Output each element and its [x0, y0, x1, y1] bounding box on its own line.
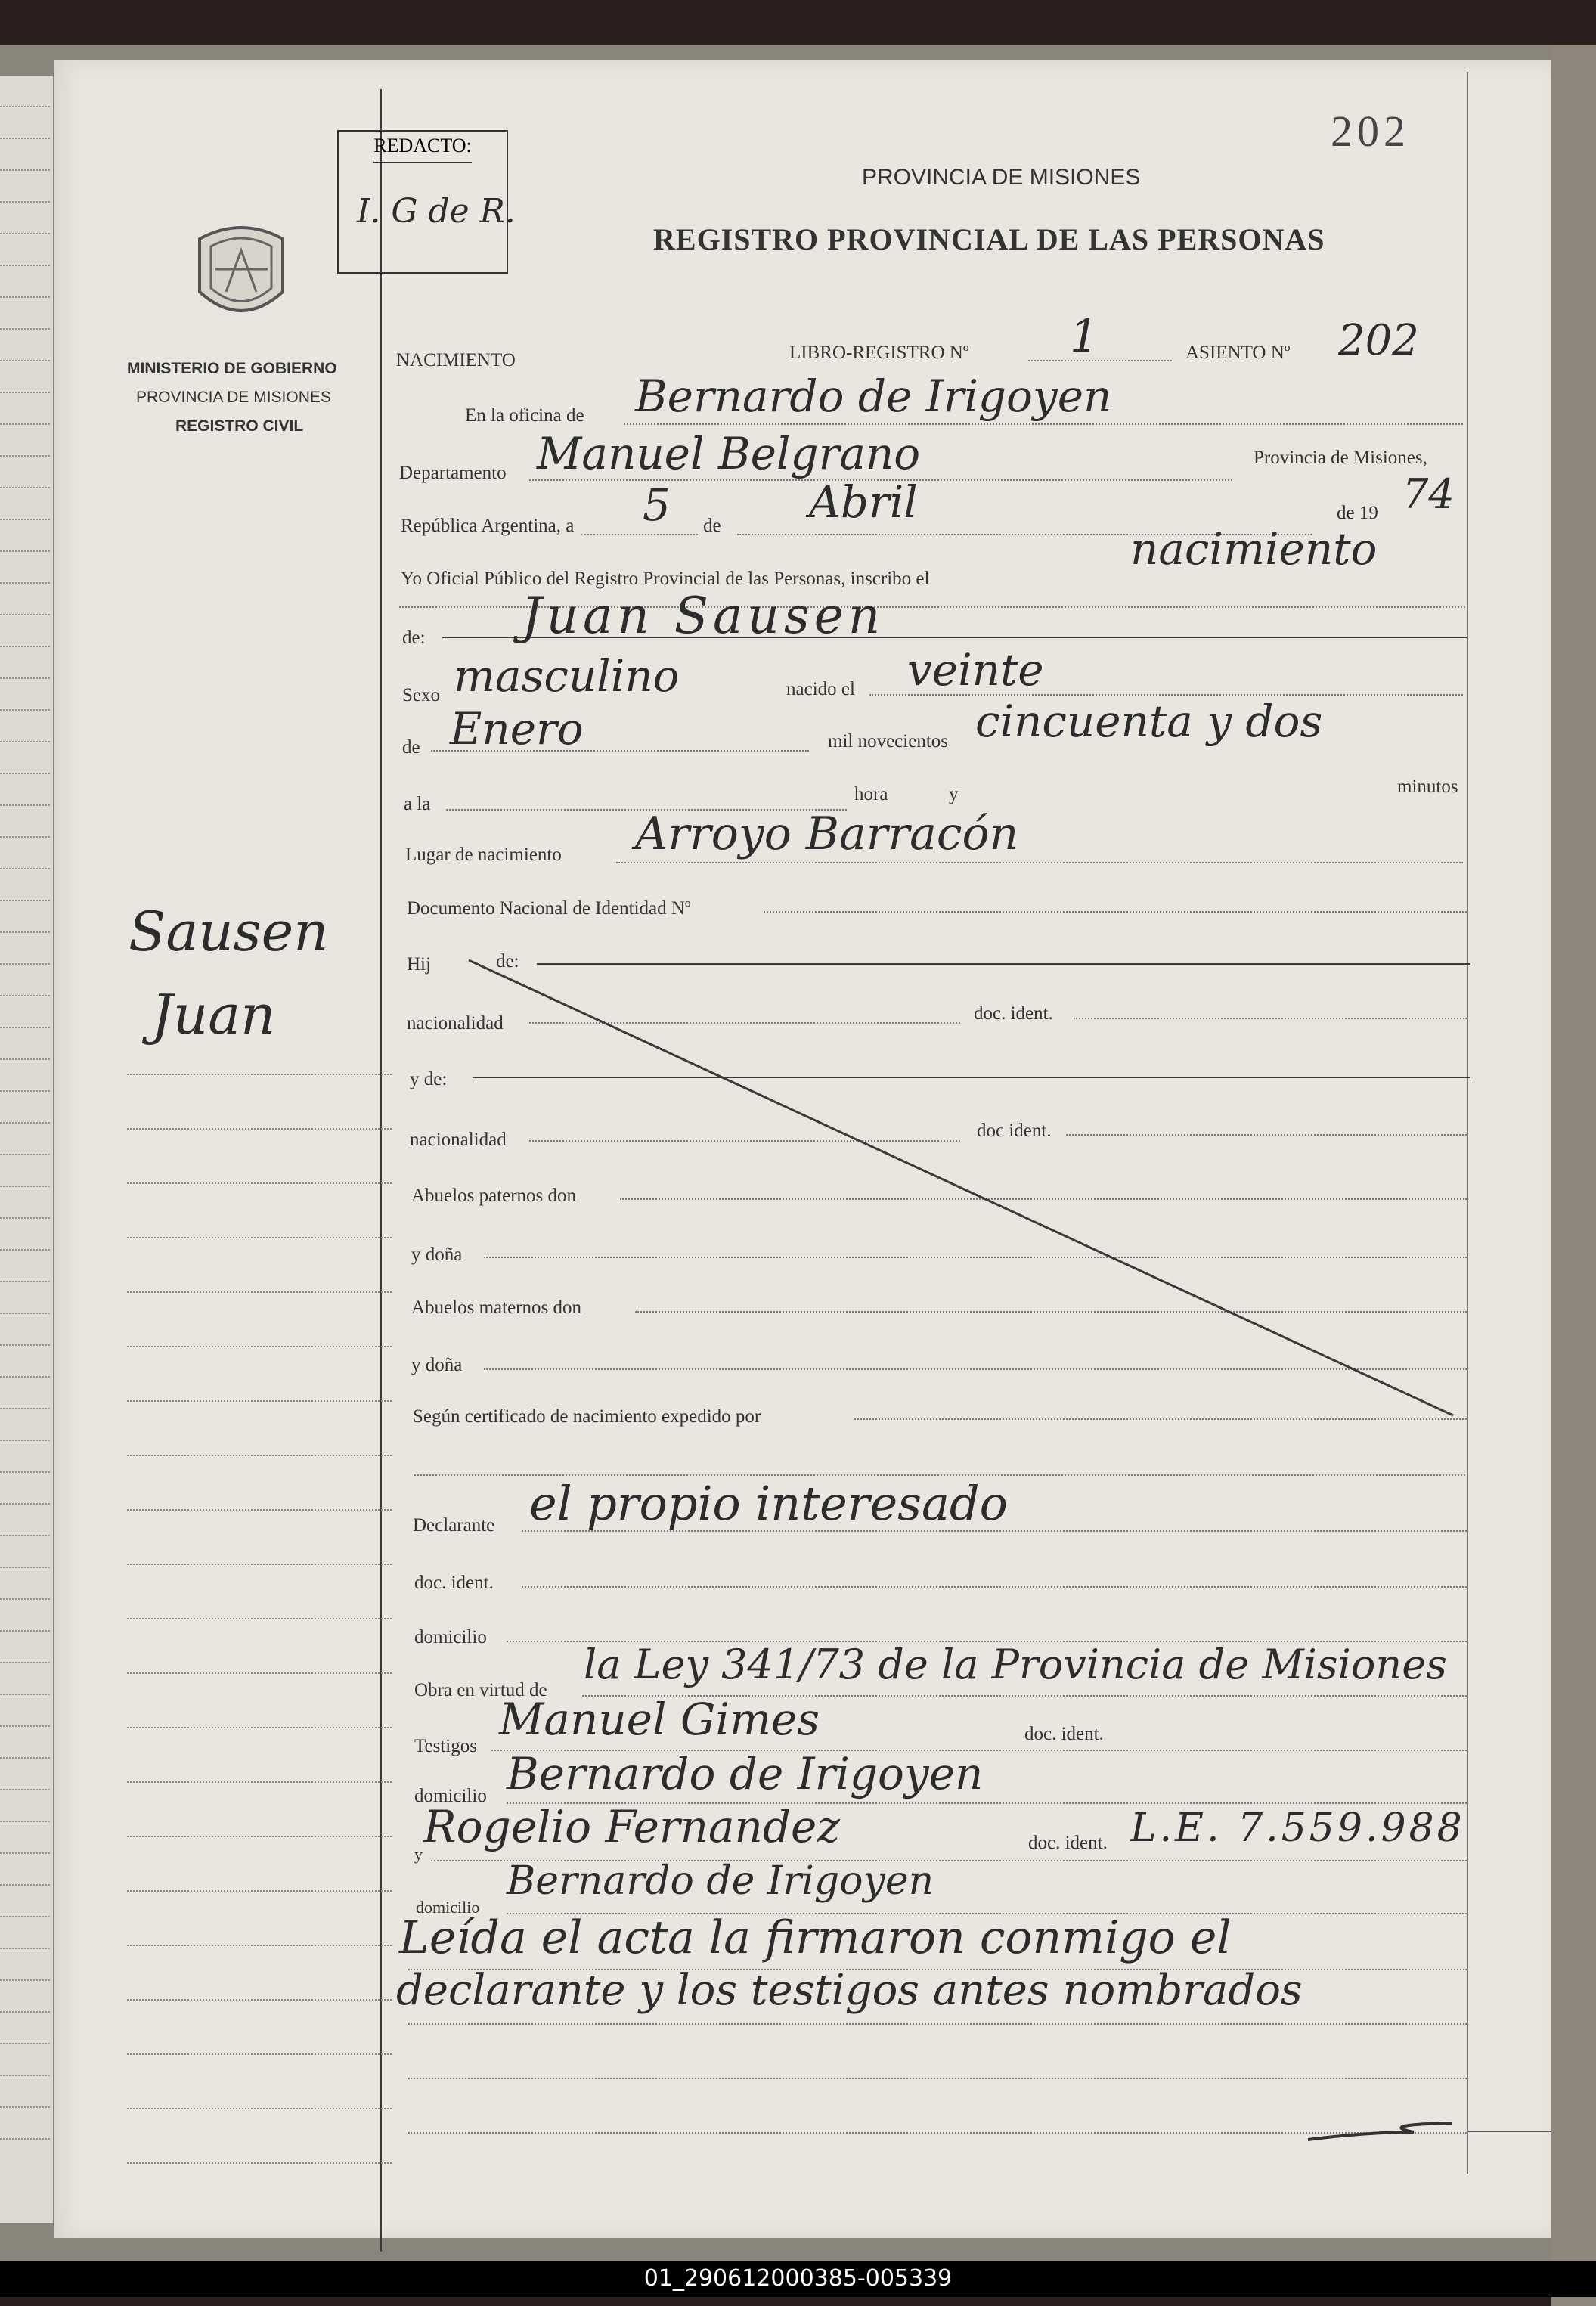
margin-given-name: Juan [151, 983, 276, 1046]
label-domicilio-dec: domicilio [414, 1627, 487, 1647]
entry-nacido-mes: Enero [450, 703, 584, 755]
label-provincia-misiones: Provincia de Misiones, [1254, 448, 1427, 468]
entry-departamento: Manuel Belgrano [537, 428, 921, 479]
entry-nombre: Juan Sausen [522, 587, 885, 645]
entry-anio: 74 [1402, 470, 1455, 518]
label-y-dona-2: y doña [411, 1355, 463, 1375]
entry-domicilio-1: Bernardo de Irigoyen [507, 1748, 984, 1799]
label-abuelos-maternos: Abuelos maternos don [411, 1297, 581, 1318]
label-declarante: Declarante [413, 1515, 495, 1536]
closing-rule [1468, 2131, 1551, 2132]
label-hora: hora [854, 784, 888, 804]
label-nacimiento: NACIMIENTO [396, 350, 516, 370]
doc-ident-dec-line [522, 1586, 1467, 1588]
declarante-line [522, 1530, 1467, 1532]
entry-cierre-2: declarante y los testigos antes nombrados [396, 1966, 1303, 2015]
label-domicilio-t1: domicilio [414, 1786, 487, 1806]
label-segun: Según certificado de nacimiento expedido por [413, 1406, 761, 1427]
label-de-19: de 19 [1337, 503, 1378, 523]
entry-asiento-no: 202 [1338, 316, 1419, 365]
entry-mes: Abril [809, 476, 918, 528]
label-obra: Obra en virtud de [414, 1680, 547, 1700]
label-mil-novecientos: mil novecientos [828, 731, 948, 752]
entry-nacido-dia: veinte [907, 644, 1044, 696]
entry-nacido-anio: cincuenta y dos [975, 696, 1323, 747]
entry-testigo-1: Manuel Gimes [499, 1694, 820, 1745]
label-de-mes-nac: de [402, 737, 420, 758]
label-abuelos-paternos: Abuelos paternos don [411, 1186, 577, 1206]
label-nacido-el: nacido el [786, 679, 855, 699]
redacto-initials: I. G de R. [357, 192, 516, 231]
label-libro: LIBRO-REGISTRO Nº [789, 342, 969, 363]
label-hij: Hij [407, 954, 431, 975]
header-province: PROVINCIA DE MISIONES [862, 165, 1141, 190]
image-caption: 01_290612000385-005339 [0, 2261, 1596, 2297]
margin-surname: Sausen [129, 900, 329, 963]
closing-flourish [1300, 2109, 1467, 2155]
label-de-mes: de [703, 516, 721, 536]
label-domicilio-t2: domicilio [416, 1898, 480, 1917]
entry-cierre-1: Leída el acta la firmaron conmigo el [399, 1911, 1232, 1964]
entry-inscribe: nacimiento [1130, 523, 1378, 575]
entry-oficina: Bernardo de Irigoyen [635, 370, 1112, 422]
entry-obra: la Ley 341/73 de la Provincia de Misiones [584, 1641, 1447, 1688]
label-de-nombre: de: [402, 628, 426, 648]
label-lugar: Lugar de nacimiento [405, 845, 562, 865]
cierre-2-line [408, 2023, 1467, 2025]
label-asiento: ASIENTO Nº [1185, 342, 1291, 363]
label-doc-ident-t1: doc. ident. [1024, 1724, 1104, 1744]
emblem-province: PROVINCIA DE MISIONES [136, 389, 331, 406]
label-y-dona-1: y doña [411, 1244, 463, 1265]
label-nacionalidad-1: nacionalidad [407, 1013, 504, 1034]
label-doc-ident-2: doc ident. [977, 1120, 1052, 1141]
label-documento: Documento Nacional de Identidad Nº [407, 898, 691, 919]
label-oficina: En la oficina de [465, 405, 584, 426]
entry-declarante: el propio interesado [529, 1476, 1008, 1531]
label-minutos: minutos [1397, 776, 1458, 797]
label-y-minutos: y [949, 784, 959, 804]
emblem-civil: REGISTRO CIVIL [175, 417, 304, 435]
label-republica: República Argentina, a [401, 516, 575, 536]
label-testigos: Testigos [414, 1736, 477, 1756]
label-de-hij: de: [496, 951, 519, 972]
entry-sexo: masculino [454, 650, 680, 702]
entry-libro-no: 1 [1070, 310, 1099, 363]
entry-dia: 5 [643, 479, 671, 531]
entry-lugar: Arroyo Barracón [635, 807, 1019, 860]
entry-testigo-2: Rogelio Fernandez [423, 1801, 840, 1852]
label-doc-ident-dec: doc. ident. [414, 1573, 494, 1593]
label-doc-ident-1: doc. ident. [974, 1003, 1053, 1024]
label-departamento: Departamento [399, 463, 507, 483]
redacto-label: REDACTO: [373, 135, 472, 163]
label-sexo: Sexo [402, 685, 440, 705]
label-nacionalidad-2: nacionalidad [410, 1130, 507, 1150]
entry-domicilio-2: Bernardo de Irigoyen [507, 1858, 934, 1904]
label-y-testigo-2: y [414, 1845, 423, 1864]
label-yo-oficial: Yo Oficial Público del Registro Provincial de las Personas, inscribo el [401, 569, 930, 589]
label-doc-ident-t2: doc. ident. [1028, 1833, 1108, 1853]
label-a-la: a la [404, 794, 431, 814]
label-y-de: y de: [410, 1069, 448, 1089]
blank-line-1 [408, 2078, 1467, 2079]
entry-doc-2: L.E. 7.559.988 [1130, 1805, 1465, 1851]
header-registry: REGISTRO PROVINCIAL DE LAS PERSONAS [653, 222, 1325, 256]
emblem-ministry: MINISTERIO DE GOBIERNO [127, 360, 337, 377]
page-number: 202 [1331, 107, 1410, 156]
